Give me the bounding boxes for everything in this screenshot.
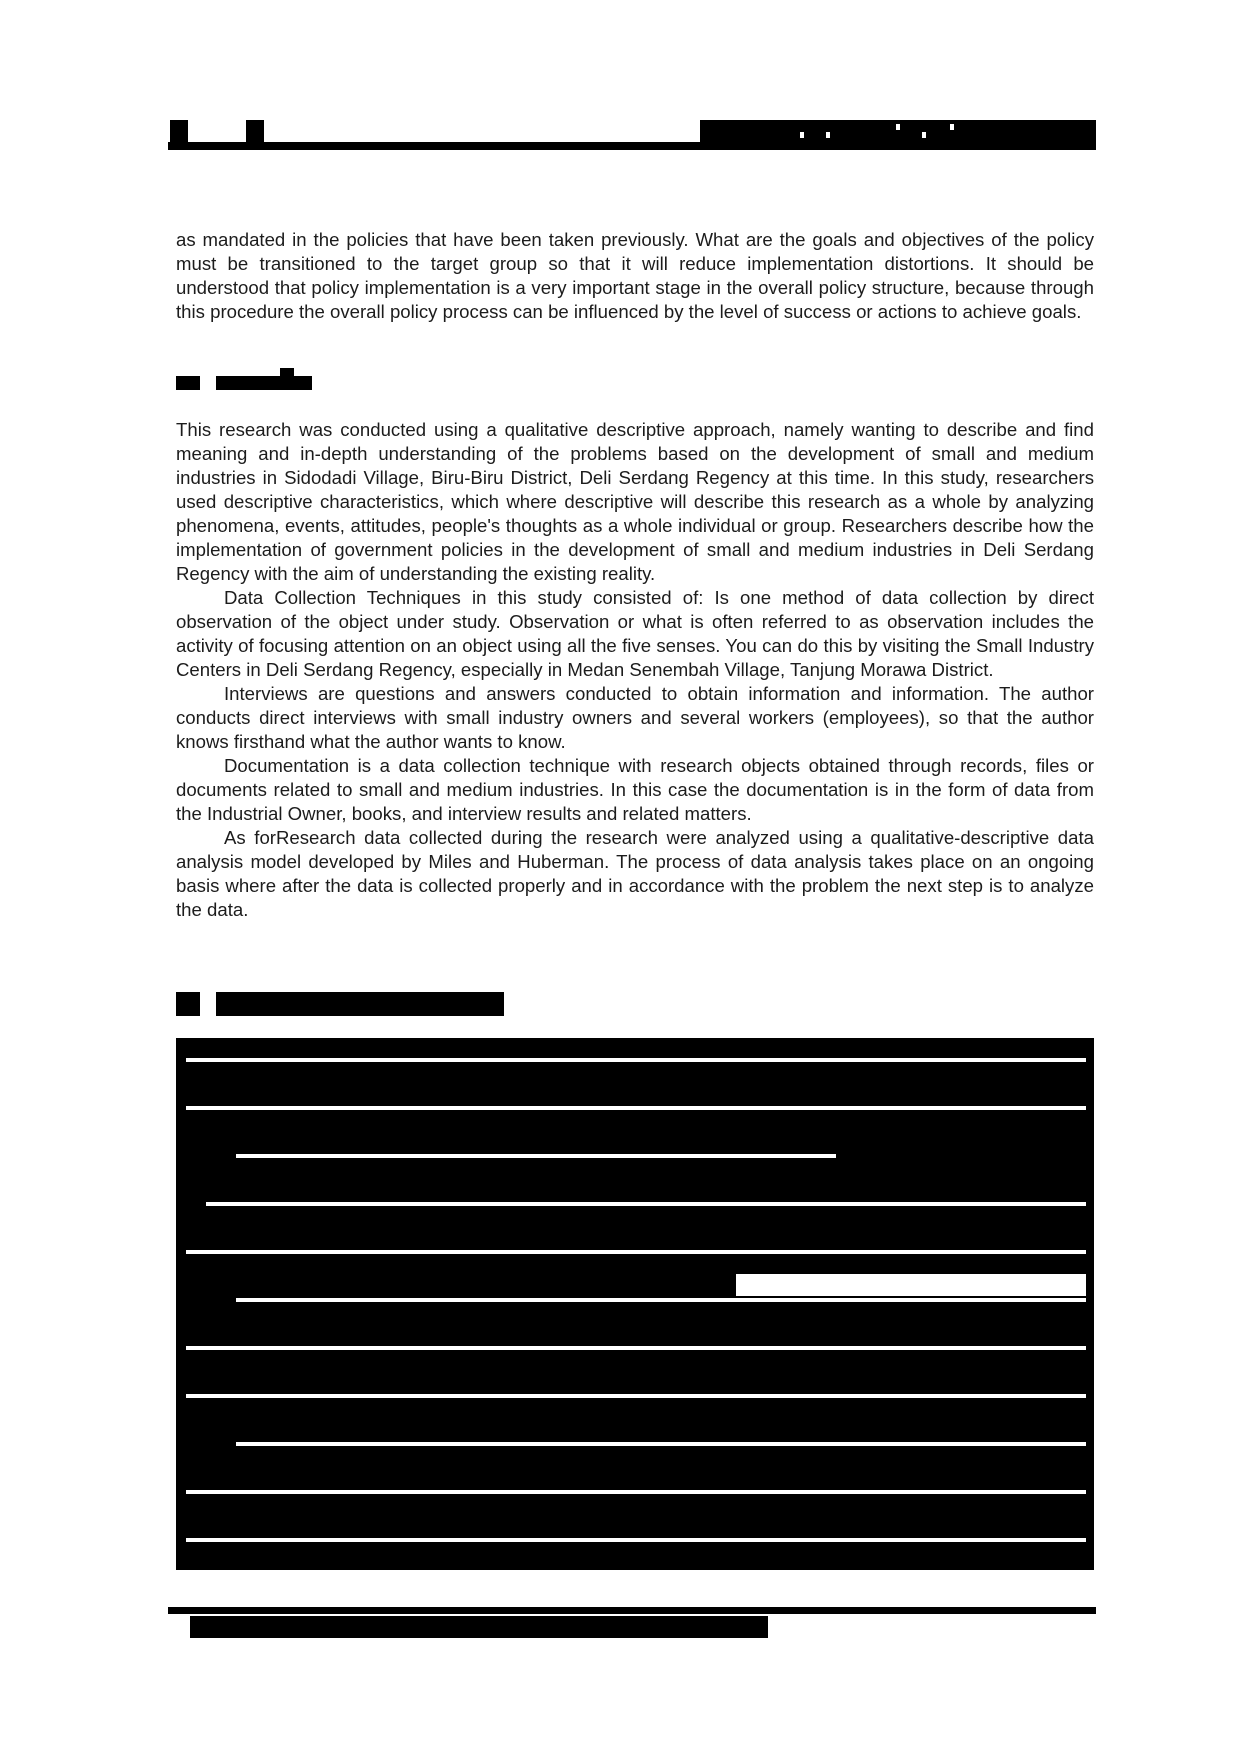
results-section-redacted-body	[176, 1038, 1094, 1570]
redacted-line-gap	[206, 1202, 1086, 1206]
header-rule	[168, 142, 1096, 150]
method-paragraph-1: This research was conducted using a qualitative descriptive approach, namely wanting to describe and find meaning and in-depth understanding of the problems based on the development of small and medium industries in Sidodadi Village, Biru-Biru District, Deli Serdang Regency at this time. In this study, researchers used descriptive characteristics, which where descriptive will describe this research as a whole by analyzing phenomena, events, attitudes, people's thoughts as a whole individual or group. Researchers describe how the implementation of government policies in the development of small and medium industries in Deli Serdang Regency with the aim of understanding the existing reality.	[176, 419, 1094, 584]
intro-paragraph	[176, 228, 1094, 324]
redacted-line-gap	[186, 1250, 1086, 1254]
redacted-line-gap	[186, 1490, 1086, 1494]
method-paragraph-5: As forResearch data collected during the research were analyzed using a qualitative-descriptive data analysis model developed by Miles and Huberman. The process of data analysis takes place on an ongoing basis where after the data is collected properly and in accordance with the problem the next step is to analyze the data.	[176, 827, 1094, 920]
redacted-line-gap	[236, 1298, 1086, 1302]
method-paragraph-4: Documentation is a data collection technique with research objects obtained through records, files or documents related to small and medium industries. In this case the documentation is in the form of data from the Industrial Owner, books, and interview results and related matters.	[176, 755, 1094, 824]
method-paragraph-2: Data Collection Techniques in this study consisted of: Is one method of data collection by direct observation of the object under study. Observation or what is often referred to as observation includes the activity of focusing attention on an object using all the five senses. You can do this by visiting the Small Industry Centers in Deli Serdang Regency, especially in Medan Senembah Village, Tanjung Morawa District.	[176, 587, 1094, 680]
footer-redacted-citation	[190, 1616, 768, 1638]
results-section-number	[176, 992, 200, 1016]
header-redacted-title	[700, 120, 1096, 144]
method-section-heading	[216, 376, 312, 390]
redacted-line-gap	[186, 1106, 1086, 1110]
redacted-line-gap	[186, 1346, 1086, 1350]
redacted-line-gap	[186, 1058, 1086, 1062]
header-mark-left-1	[170, 120, 188, 144]
redacted-line-gap	[236, 1442, 1086, 1446]
results-section-heading	[216, 992, 504, 1016]
method-heading-ascender	[280, 368, 294, 376]
redacted-line-gap	[186, 1538, 1086, 1542]
footer-rule	[168, 1607, 1096, 1614]
redacted-line-gap	[736, 1274, 1086, 1296]
header-mark-left-2	[246, 120, 264, 144]
method-section-number	[176, 376, 200, 390]
method-section-body	[176, 418, 1094, 922]
redacted-line-gap	[236, 1154, 836, 1158]
method-paragraph-3: Interviews are questions and answers conducted to obtain information and information. The author conducts direct interviews with small industry owners and several workers (employees), so that the author knows firsthand what the author wants to know.	[176, 683, 1094, 752]
intro-paragraph-text: as mandated in the policies that have been taken previously. What are the goals and objectives of the policy must be transitioned to the target group so that it will reduce implementation distortions. It should be understood that policy implementation is a very important stage in the overall policy structure, because through this procedure the overall policy process can be influenced by the level of success or actions to achieve goals.	[176, 229, 1094, 322]
redacted-line-gap	[186, 1394, 1086, 1398]
